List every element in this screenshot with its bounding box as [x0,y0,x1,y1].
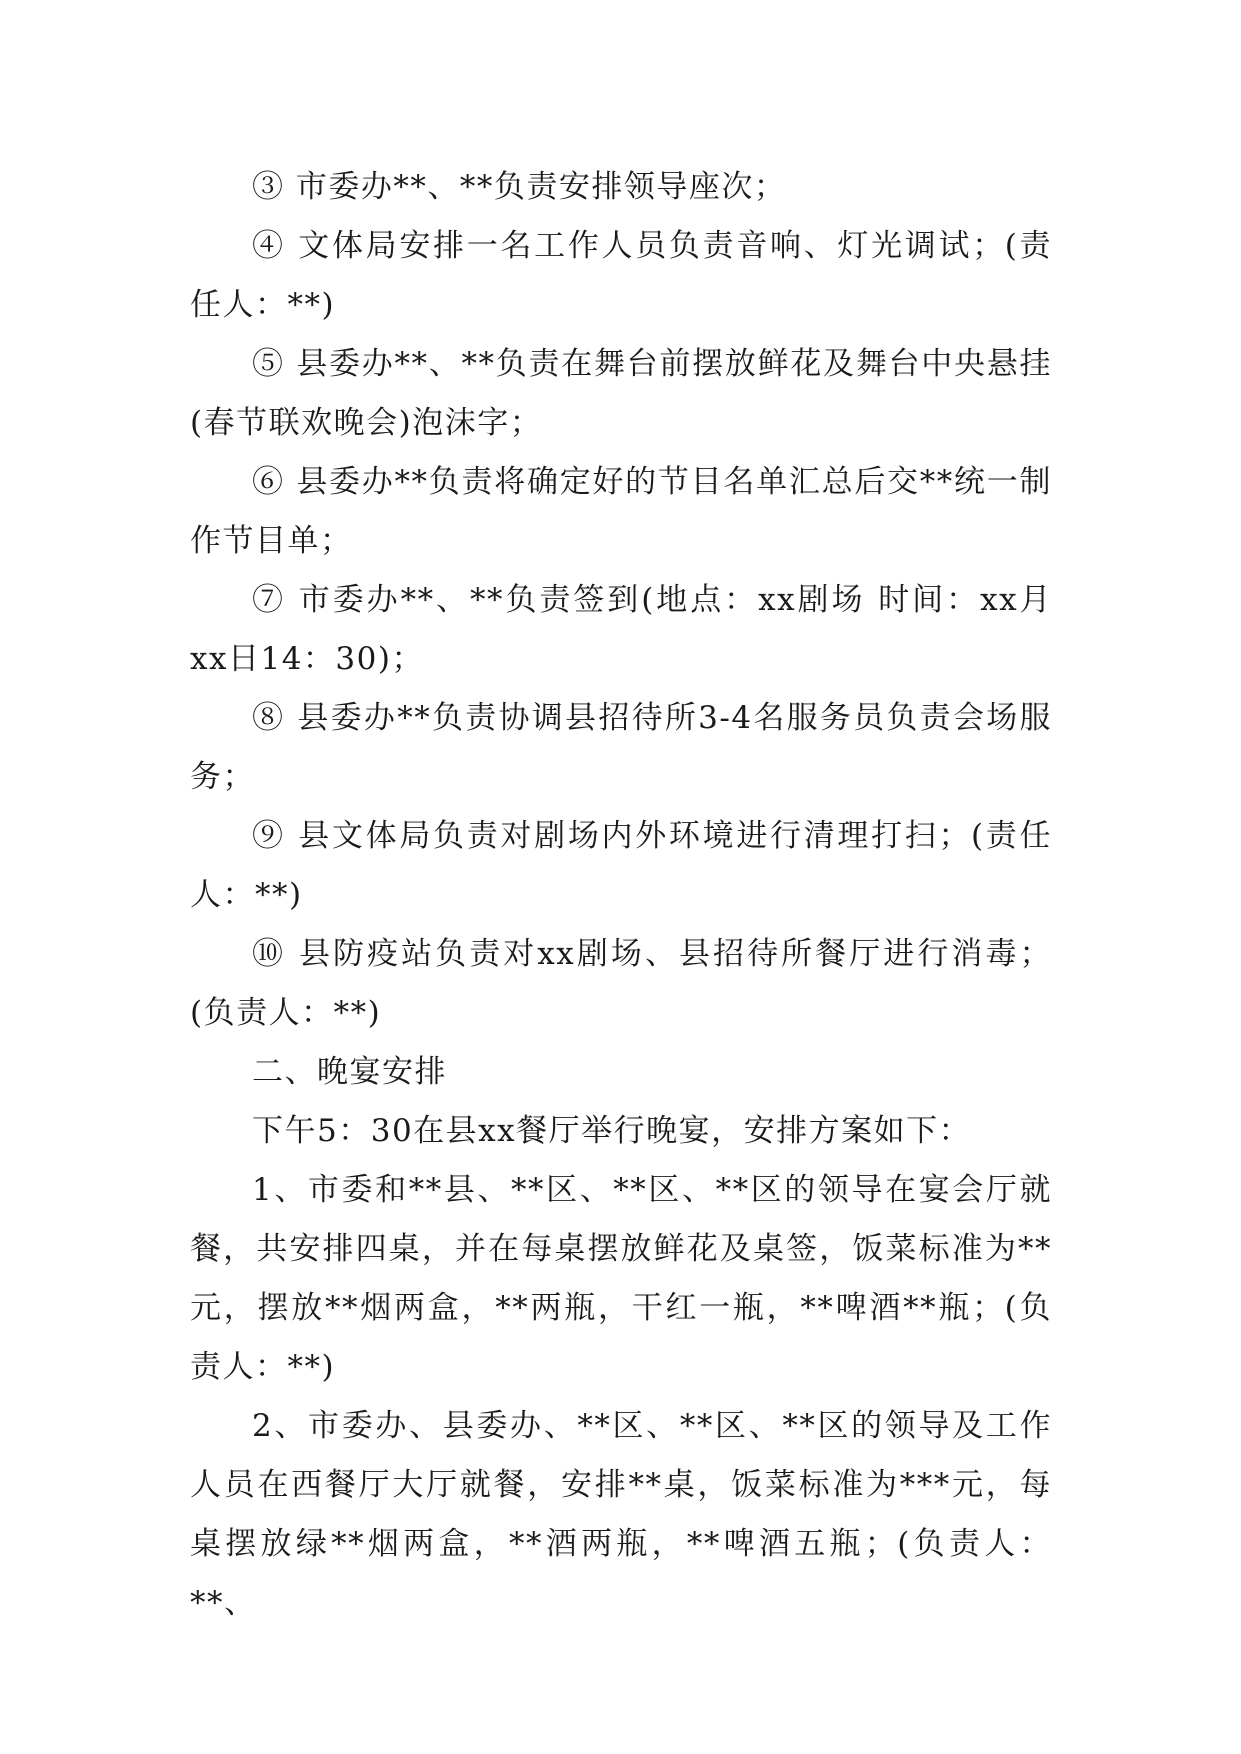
paragraph-item-5: ⑤ 县委办**、**负责在舞台前摆放鲜花及舞台中央悬挂(春节联欢晚会)泡沫字； [190,346,1052,441]
document-body [190,158,1052,1633]
paragraph-dinner-2: 2、市委办、县委办、**区、**区、**区的领导及工作人员在西餐厅大厅就餐，安排**桌，饭菜标准为***元，每桌摆放绿**烟两盒，**酒两瓶，**啤酒五瓶；(负责人：**、 [190,1408,1052,1621]
paragraph-item-7: ⑦ 市委办**、**负责签到(地点：xx剧场 时间：xx月xx日14：30)； [190,582,1052,677]
paragraph-item-4: ④ 文体局安排一名工作人员负责音响、灯光调试；(责任人：**) [190,228,1052,323]
paragraph-dinner-1: 1、市委和**县、**区、**区、**区的领导在宴会厅就餐，共安排四桌，并在每桌摆放鲜花及桌签，饭菜标准为**元，摆放**烟两盒，**两瓶，干红一瓶，**啤酒**瓶；(负责人：**) [190,1172,1052,1385]
section-heading-dinner: 二、晚宴安排 [252,1054,447,1090]
paragraph-dinner-intro: 下午5：30在县xx餐厅举行晚宴，安排方案如下： [252,1113,972,1149]
paragraph-item-10: ⑩ 县防疫站负责对xx剧场、县招待所餐厅进行消毒；(负责人：**) [190,936,1052,1031]
paragraph-item-8: ⑧ 县委办**负责协调县招待所3-4名服务员负责会场服务； [190,700,1052,795]
paragraph-item-6: ⑥ 县委办**负责将确定好的节目名单汇总后交**统一制作节目单； [190,464,1052,559]
paragraph-item-9: ⑨ 县文体局负责对剧场内外环境进行清理打扫；(责任人：**) [190,818,1052,913]
paragraph-item-3: ③ 市委办**、**负责安排领导座次； [252,169,787,205]
